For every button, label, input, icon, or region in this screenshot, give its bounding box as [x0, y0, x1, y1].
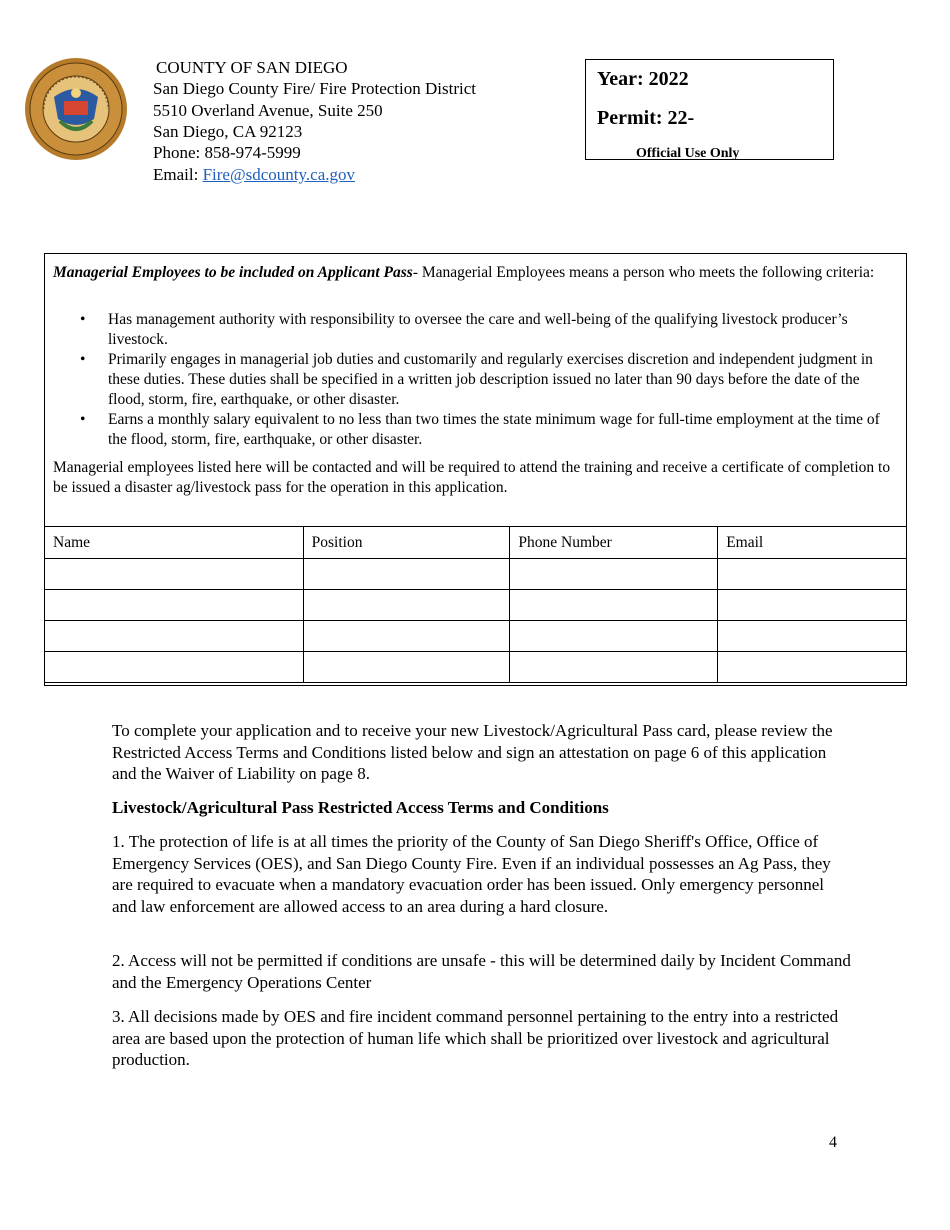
name-cell[interactable]	[45, 559, 304, 590]
managerial-heading: Managerial Employees to be included on Applicant Pass	[53, 264, 413, 281]
table-row	[45, 621, 907, 652]
street-address: 5510 Overland Avenue, Suite 250	[153, 101, 383, 120]
position-cell[interactable]	[303, 621, 510, 652]
col-header-email: Email	[718, 527, 907, 559]
name-cell[interactable]	[45, 652, 304, 683]
email-label: Email:	[153, 165, 203, 184]
managerial-definition: - Managerial Employees means a person who meets the following criteria:	[412, 264, 875, 281]
table-row	[45, 652, 907, 683]
managerial-note: Managerial employees listed here will be contacted and will be required to attend the training and receive a certificate of completion to be issued a disaster ag/livestock pass for the operation in this application.	[53, 459, 891, 496]
table-header-row	[45, 527, 907, 559]
email-line	[153, 164, 355, 185]
terms-title: Livestock/Agricultural Pass Restricted Access Terms and Conditions	[112, 798, 609, 817]
email-cell[interactable]	[718, 652, 907, 683]
position-cell[interactable]	[303, 590, 510, 621]
col-header-phone: Phone Number	[510, 527, 718, 559]
table-row	[45, 590, 907, 621]
county-seal-icon	[24, 57, 128, 161]
email-cell[interactable]	[718, 559, 907, 590]
phone-cell[interactable]	[510, 590, 718, 621]
phone-cell[interactable]	[510, 559, 718, 590]
instructions: To complete your application and to receive your new Livestock/Agricultural Pass card, please review the Restricted Access Terms and Conditions listed below and sign an attestation on page 6 of this application and the Waiver of Liability on page 8.	[112, 721, 833, 783]
criteria-item: • Earns a monthly salary equivalent to no less than two times the state minimum wage for full-time employment at the time of the flood, storm, fire, earthquake, or other disaster.	[80, 410, 890, 450]
name-cell[interactable]	[45, 621, 304, 652]
email-link[interactable]: Fire@sdcounty.ca.gov	[202, 165, 355, 184]
phone: Phone: 858-974-5999	[153, 143, 301, 162]
term-item-1: 1. The protection of life is at all times the priority of the County of San Diego Sheriff's Office, Office of Emergency Services (OES), and San Diego County Fire. Even if an individual possesses an Ag Pass, they are required to evacuate when a mandatory evacuation order has been issued. Only emergency personnel and law enforcement are allowed access to an area during a hard closure.	[112, 832, 831, 916]
col-header-name: Name	[45, 527, 304, 559]
term-item-2: 2. Access will not be permitted if conditions are unsafe - this will be determined daily by Incident Command and the Emergency Operations Center	[112, 951, 851, 992]
department: San Diego County Fire/ Fire Protection District	[153, 79, 476, 98]
org-name: COUNTY OF SAN DIEGO	[156, 58, 348, 77]
managerial-intro	[53, 263, 893, 283]
table-row	[45, 559, 907, 590]
official-use-note: Official Use Only	[636, 146, 740, 161]
criteria-list	[80, 310, 890, 450]
employees-table	[44, 526, 907, 683]
col-header-position: Position	[303, 527, 510, 559]
position-cell[interactable]	[303, 652, 510, 683]
criteria-item: • Has management authority with responsibility to oversee the care and well-being of the qualifying livestock producer’s livestock.	[80, 310, 890, 350]
phone-cell[interactable]	[510, 621, 718, 652]
term-item-3: 3. All decisions made by OES and fire incident command personnel pertaining to the entry into a restricted area are based upon the protection of human life which shall be prioritized over livestock and agricultural production.	[112, 1007, 839, 1069]
permit-year: Year: 2022	[597, 68, 689, 90]
name-cell[interactable]	[45, 590, 304, 621]
page-number: 4	[829, 1134, 837, 1151]
email-cell[interactable]	[718, 590, 907, 621]
email-cell[interactable]	[718, 621, 907, 652]
position-cell[interactable]	[303, 559, 510, 590]
phone-cell[interactable]	[510, 652, 718, 683]
criteria-item: • Primarily engages in managerial job duties and customarily and regularly exercises discretion and independent judgment in these duties. These duties shall be specified in a written job description issued no later than 90 days before the date of the flood, storm, fire, earthquake, or other disaster.	[80, 350, 890, 410]
city-state-zip: San Diego, CA 92123	[153, 122, 303, 141]
permit-number: Permit: 22-	[597, 107, 695, 129]
